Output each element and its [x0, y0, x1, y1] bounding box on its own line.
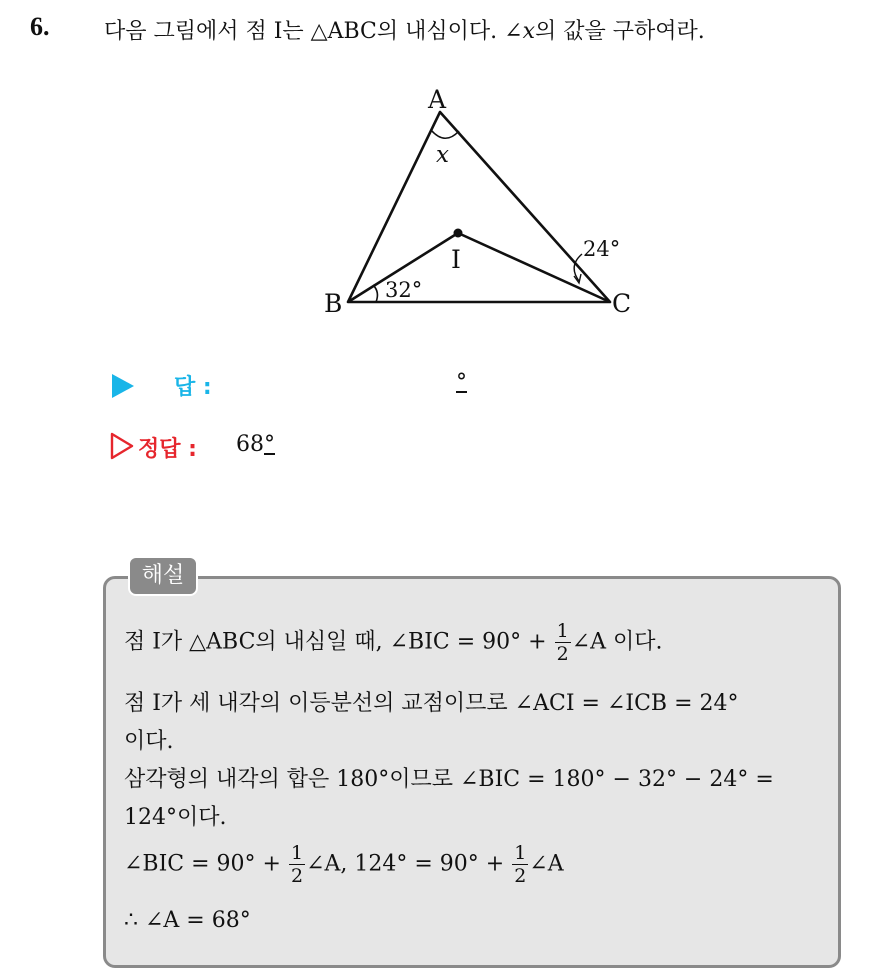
angle-b-label: 32° — [385, 278, 423, 302]
answer-label: 답 : — [174, 375, 212, 400]
vertex-a-label: A — [428, 85, 447, 114]
vertex-i-label: I — [451, 245, 461, 274]
triangle-abc — [348, 112, 610, 302]
fraction-half — [289, 842, 305, 887]
question-text-after: 의 값을 구하여라. — [535, 19, 705, 44]
correct-answer-unit: ° — [264, 432, 275, 457]
solution-line-7: ∴ ∠A = 68° — [124, 908, 251, 933]
fraction-denominator: 2 — [556, 643, 569, 665]
solution-line-6-part-2: ∠A, 124° = 90° + — [306, 851, 512, 877]
outline-arrow-icon — [110, 432, 134, 460]
fraction-numerator: 1 — [556, 620, 569, 642]
incenter-dot — [454, 229, 463, 238]
solution-line-5: 124°이다. — [124, 805, 227, 830]
fraction-denominator: 2 — [290, 865, 304, 887]
answer-row — [110, 368, 530, 402]
solution-line-1-before: 점 I가 △ABC의 내심일 때, ∠BIC = 90° + — [124, 629, 554, 655]
question-variable: x — [522, 19, 535, 44]
vertex-b-label: B — [324, 289, 343, 318]
correct-answer-label: 정답 : — [138, 437, 197, 462]
fraction-half — [512, 842, 528, 887]
fraction-numerator: 1 — [290, 842, 304, 864]
question-text-before: 다음 그림에서 점 I는 △ABC의 내심이다. ∠ — [104, 19, 523, 44]
fraction-half — [555, 620, 571, 665]
angle-c-label: 24° — [583, 237, 621, 261]
angle-x-arc — [431, 130, 459, 138]
answer-blank[interactable] — [456, 370, 467, 395]
triangle-diagram — [300, 78, 660, 328]
solution-line-1-after: ∠A 이다. — [571, 629, 663, 655]
solution-line-6-part-3: ∠A — [529, 851, 564, 877]
fraction-numerator: 1 — [514, 842, 527, 864]
solution-line-6 — [124, 842, 564, 887]
play-arrow-icon — [112, 374, 134, 398]
correct-answer-number: 68 — [236, 432, 264, 457]
answer-unit: ° — [456, 370, 467, 395]
triangle-figure — [300, 78, 660, 328]
angle-x-label: x — [436, 142, 449, 168]
correct-answer-row — [110, 430, 530, 464]
correct-answer-value — [236, 432, 275, 457]
solution-line-3: 이다. — [124, 729, 174, 754]
solution-tab: 해설 — [128, 556, 198, 596]
angle-b-arc — [373, 285, 377, 302]
question-text — [104, 14, 705, 45]
solution-line-2: 점 I가 세 내각의 이등분선의 교점이므로 ∠ACI = ∠ICB = 24° — [124, 691, 739, 716]
vertex-c-label: C — [612, 289, 632, 318]
solution-line-6-part-1: ∠BIC = 90° + — [124, 851, 288, 877]
fraction-denominator: 2 — [514, 865, 527, 887]
solution-line-1 — [124, 620, 663, 665]
solution-line-4: 삼각형의 내각의 합은 180°이므로 ∠BIC = 180° − 32° − 24° = — [124, 767, 774, 792]
question-number: 6. — [30, 12, 50, 41]
